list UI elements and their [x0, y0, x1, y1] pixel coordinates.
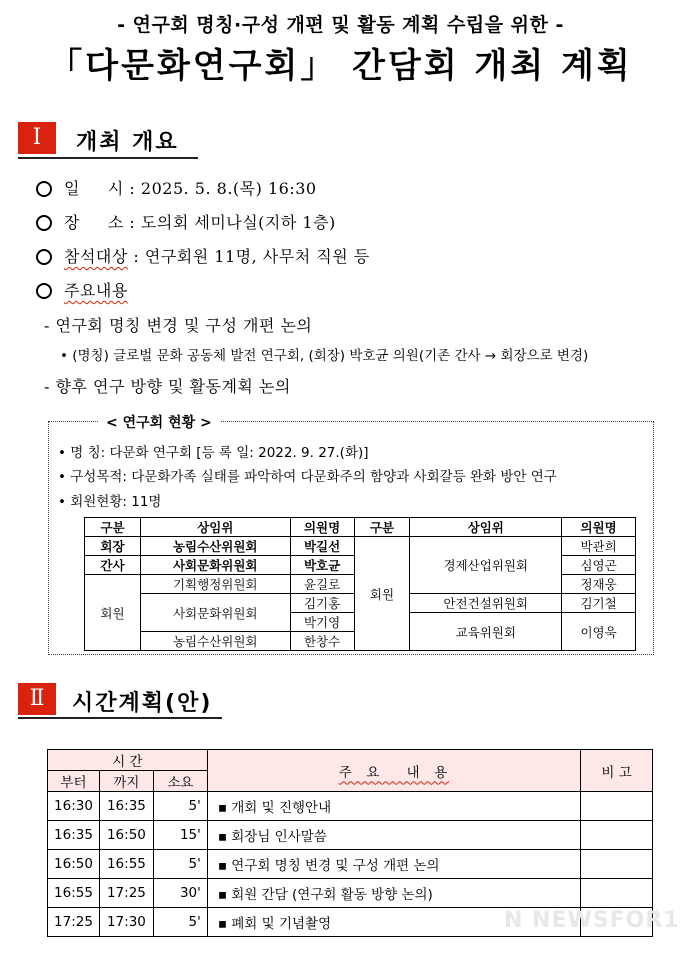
- header-role-2: 구분: [354, 518, 410, 537]
- cell-content: ▪ 연구회 명칭 변경 및 구성 개편 논의: [207, 850, 580, 879]
- cell-committee: 사회문화위원회: [140, 556, 290, 575]
- cell-member-name: 한창수: [290, 632, 354, 651]
- cell-committee: 사회문화위원회: [140, 594, 290, 632]
- header-committee: 상임위: [140, 518, 290, 537]
- cell-committee-right-b: 안전건설위원회: [410, 594, 562, 613]
- cell-member-name: 박길선: [290, 537, 354, 556]
- header-committee-2: 상임위: [410, 518, 562, 537]
- cell-role: 회장: [85, 537, 141, 556]
- cell-member-name: 박호균: [290, 556, 354, 575]
- section-1-number: Ⅰ: [18, 122, 56, 154]
- item-main-content: [64, 278, 128, 301]
- item-date-label: 일 시: [64, 179, 124, 198]
- watermark-logo: N NEWSFOR1: [504, 908, 680, 933]
- cell-role-right: 회원: [354, 537, 410, 651]
- section-1-underline: [18, 157, 198, 159]
- table-row: [48, 792, 653, 821]
- cell-member-name: 이영욱: [562, 613, 636, 651]
- item-place-value: : 도의회 세미나실(지하 1층): [123, 213, 336, 232]
- cell-content: ▪ 폐회 및 기념촬영: [207, 908, 580, 937]
- cell-content: ▪ 회장님 인사말씀: [207, 821, 580, 850]
- cell-committee-right-a: 경제산업위원회: [410, 537, 562, 594]
- cell-duration: 15': [153, 821, 207, 850]
- cell-member-name: 박관희: [562, 537, 636, 556]
- cell-member-name: 윤길로: [290, 575, 354, 594]
- cell-role: 회원: [85, 575, 141, 651]
- item-place-label: 장 소: [64, 213, 124, 232]
- document-title: 「다문화연구회」 간담회 개최 계획: [48, 46, 633, 86]
- cell-duration: 5': [153, 792, 207, 821]
- item-main-content-label: 주요내용: [64, 281, 128, 300]
- status-line-members: • 회원현황: 11명: [58, 494, 162, 510]
- cell-to: 16:55: [99, 850, 153, 879]
- sub-item-plan: - 향후 연구 방향 및 활동계획 논의: [44, 377, 291, 396]
- cell-to: 16:35: [99, 792, 153, 821]
- cell-content: ▪ 개회 및 진행안내: [207, 792, 580, 821]
- table-row: [48, 850, 653, 879]
- item-attendees-value: : 연구회원 11명, 사무처 직원 등: [127, 247, 370, 266]
- cell-to: 16:50: [99, 821, 153, 850]
- cell-committee: 농림수산위원회: [140, 537, 290, 556]
- document-subtitle: - 연구회 명칭·구성 개편 및 활동 계획 수립을 위한 -: [117, 14, 564, 36]
- cell-to: 17:25: [99, 879, 153, 908]
- bullet-circle-icon: [36, 283, 52, 299]
- cell-from: 16:30: [48, 792, 100, 821]
- item-attendees: [64, 244, 370, 267]
- header-name: 의원명: [290, 518, 354, 537]
- header-time: 시 간: [48, 750, 208, 771]
- section-2-number: Ⅱ: [18, 683, 56, 715]
- cell-from: 17:25: [48, 908, 100, 937]
- cell-to: 17:30: [99, 908, 153, 937]
- section-2-underline: [18, 717, 222, 719]
- cell-from: 16:55: [48, 879, 100, 908]
- cell-committee: 기획행정위원회: [140, 575, 290, 594]
- bullet-circle-icon: [36, 249, 52, 265]
- cell-member-name: 박기영: [290, 613, 354, 632]
- table-row: [48, 879, 653, 908]
- cell-remarks: [581, 879, 653, 908]
- cell-remarks: [581, 850, 653, 879]
- status-line-purpose: • 구성목적: 다문화가족 실태를 파악하여 다문화주의 함양과 사회갈등 완화 방안 연구: [58, 469, 557, 485]
- cell-content: ▪ 회원 간담 (연구회 활동 방향 논의): [207, 879, 580, 908]
- item-date-value: : 2025. 5. 8.(목) 16:30: [123, 179, 317, 198]
- section-1-title: 개최 개요: [76, 130, 179, 155]
- header-remarks: 비 고: [581, 750, 653, 792]
- sub-item-rename: - 연구회 명칭 변경 및 구성 개편 논의: [44, 316, 313, 335]
- cell-role: 간사: [85, 556, 141, 575]
- cell-member-name: 정재웅: [562, 575, 636, 594]
- bullet-circle-icon: [36, 215, 52, 231]
- header-content: 주 요 내 용: [207, 750, 580, 792]
- cell-from: 16:35: [48, 821, 100, 850]
- cell-member-name: 심영곤: [562, 556, 636, 575]
- sub-item-rename-detail: • (명칭) 글로벌 문화 공동체 발전 연구회, (회장) 박호균 의원(기존 간사 → 회장으로 변경): [60, 348, 589, 364]
- status-line-name: • 명 칭: 다문화 연구회 [등 록 일: 2022. 9. 27.(화)]: [58, 445, 369, 461]
- header-to: 까지: [99, 771, 153, 792]
- table-row: [48, 821, 653, 850]
- bullet-circle-icon: [36, 181, 52, 197]
- cell-remarks: [581, 821, 653, 850]
- status-box-title: < 연구회 현황 >: [98, 412, 220, 432]
- cell-member-name: 김기철: [562, 594, 636, 613]
- header-from: 부터: [48, 771, 100, 792]
- cell-member-name: 김기홍: [290, 594, 354, 613]
- cell-duration: 30': [153, 879, 207, 908]
- item-attendees-label: 참석대상: [64, 247, 128, 266]
- item-date: [64, 176, 317, 199]
- cell-duration: 5': [153, 850, 207, 879]
- cell-duration: 5': [153, 908, 207, 937]
- cell-remarks: [581, 792, 653, 821]
- item-place: [64, 210, 336, 233]
- section-2-title: 시간계획(안): [72, 691, 213, 716]
- member-table: [84, 517, 636, 651]
- cell-committee-right-c: 교육위원회: [410, 613, 562, 651]
- cell-committee: 농림수산위원회: [140, 632, 290, 651]
- header-name-2: 의원명: [562, 518, 636, 537]
- header-role: 구분: [85, 518, 141, 537]
- header-duration: 소요: [153, 771, 207, 792]
- cell-from: 16:50: [48, 850, 100, 879]
